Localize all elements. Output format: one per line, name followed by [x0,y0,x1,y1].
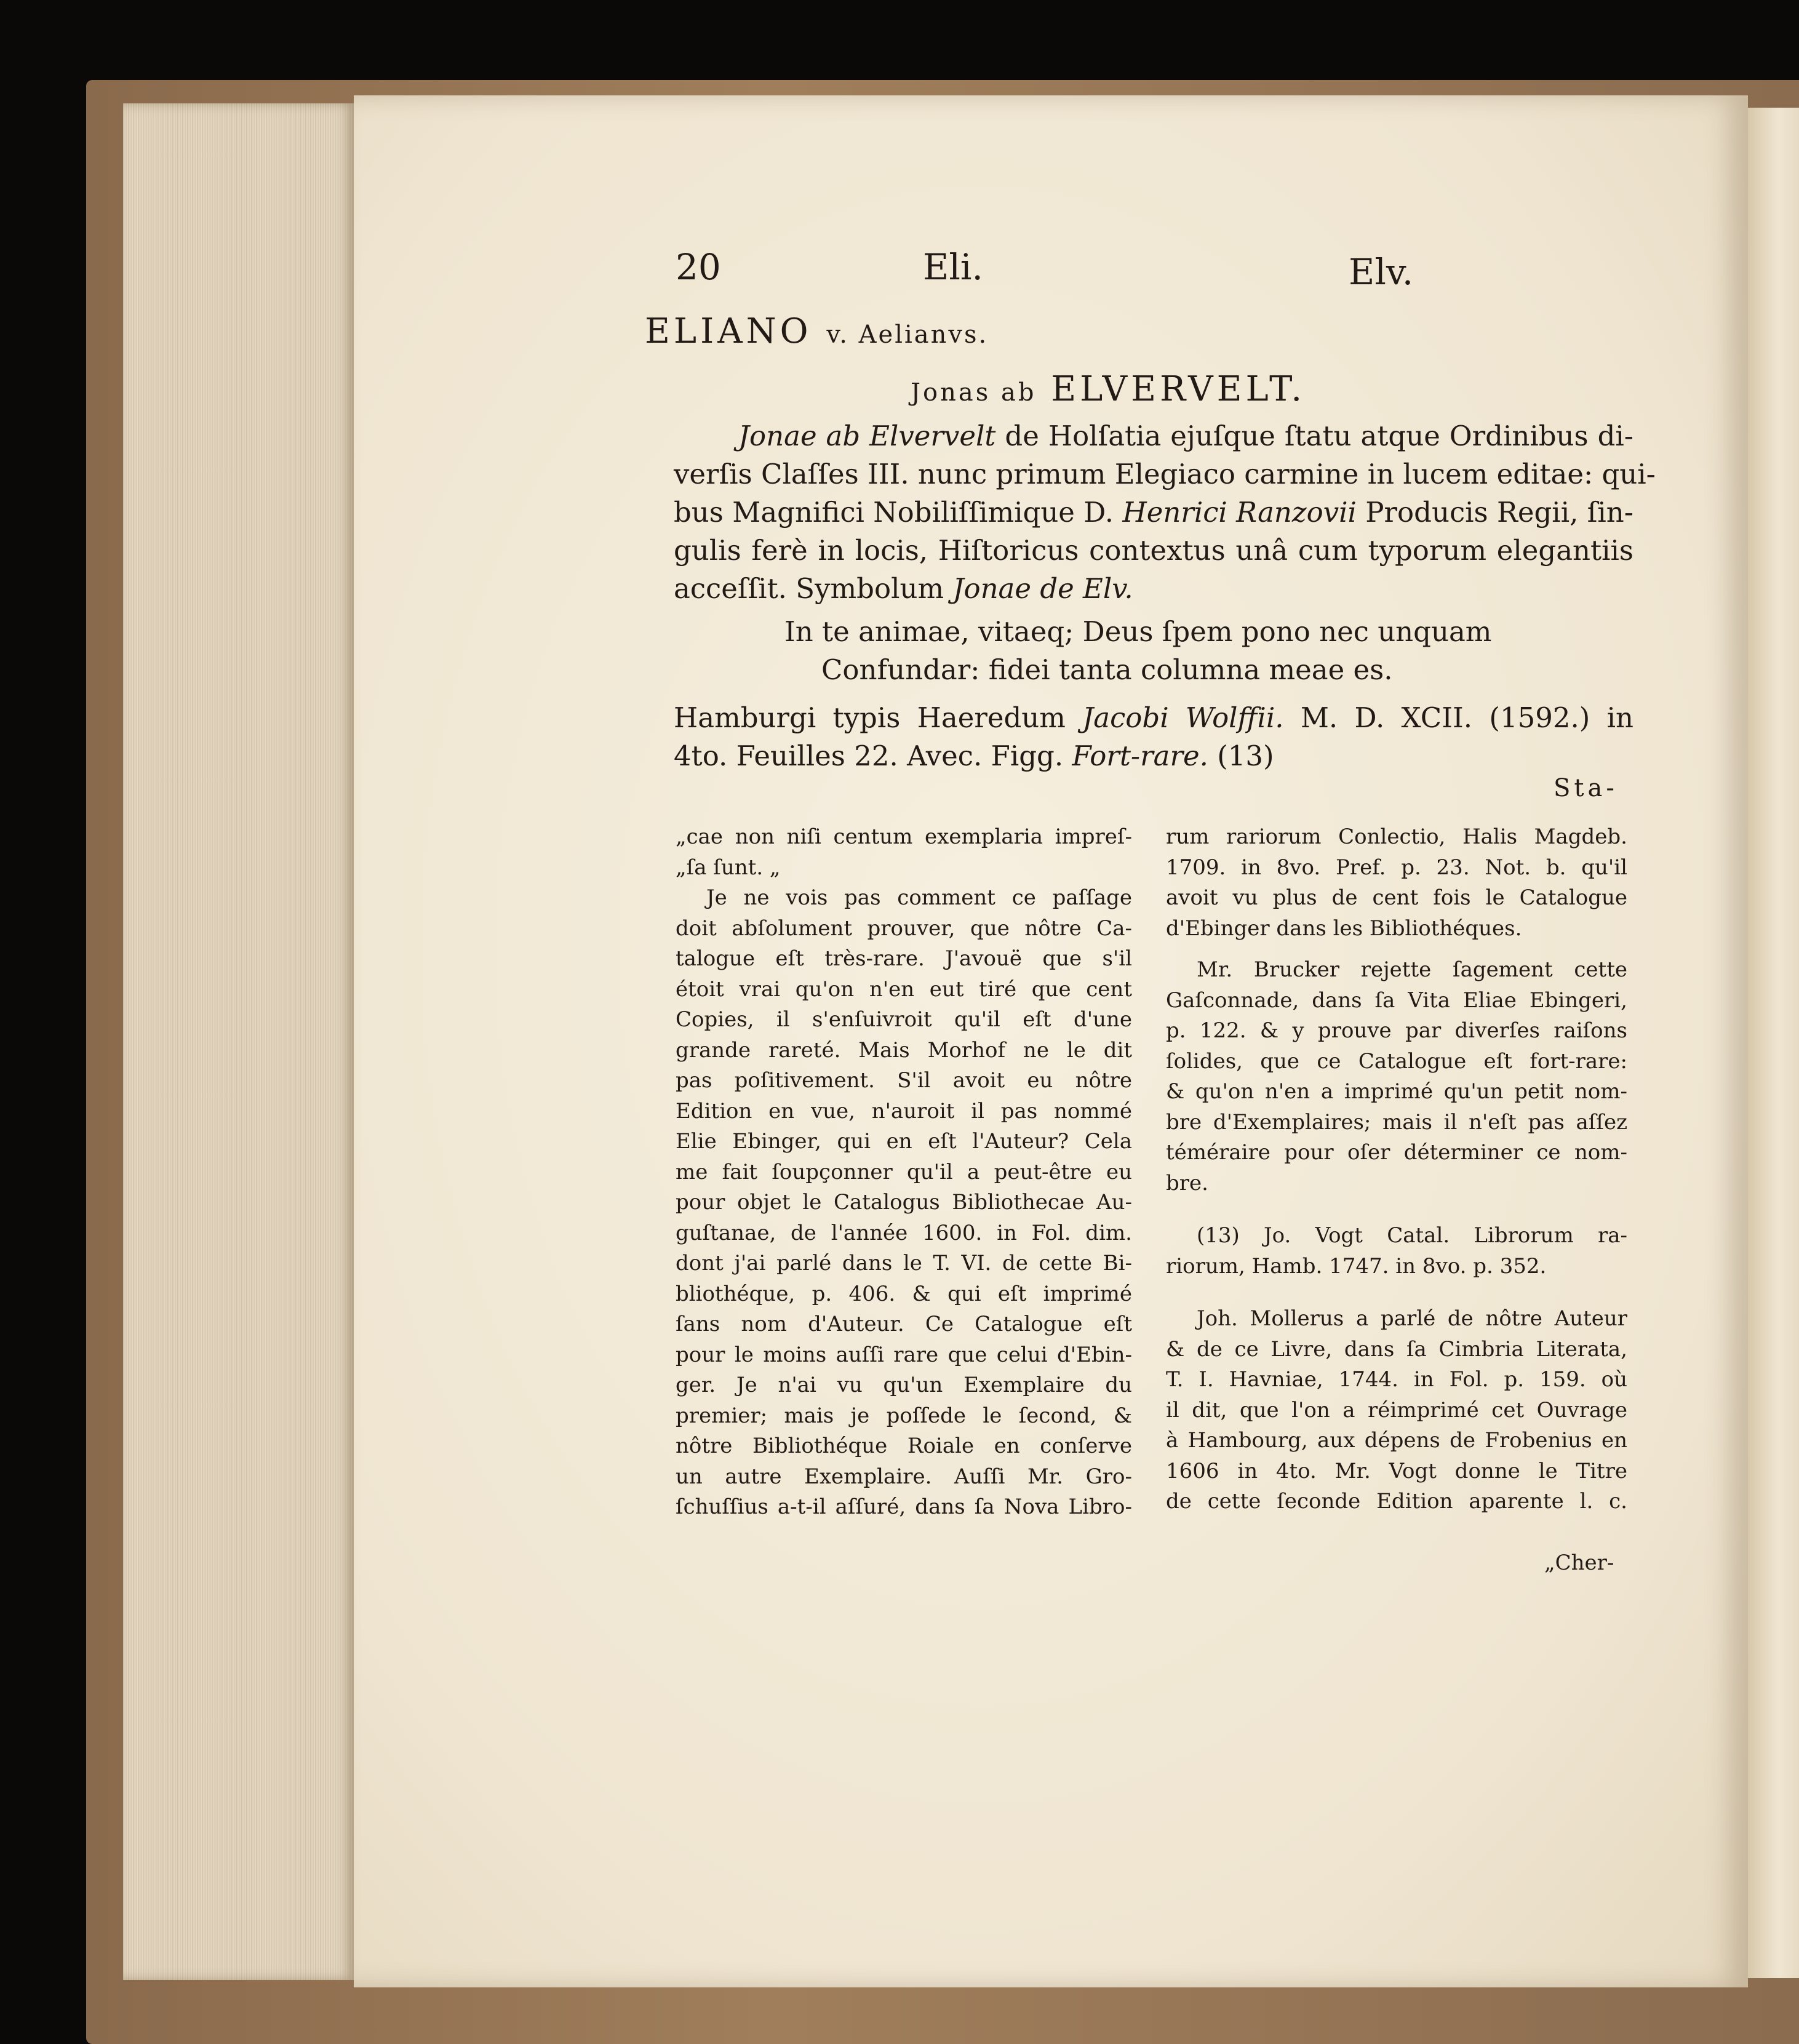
catchword: Sta- [1554,774,1618,802]
header-right-word: Elv. [1349,251,1414,293]
facing-page-edge [1748,108,1799,1978]
book-title-paragraph: Jonae ab Elvervelt de Holſatia ejuſque ſtatu atque Ordinibus di- verſis Claſſes III. nunc primum Elegiaco carmine in lucem editae: qui- bus Magnifici Nobiliſſimique D. Henrici Ranzovii Producis Regii, ſin- gulis ferè in locis, Hiſtoricus contextus unâ cum typorum elegantiis acceſſit. Symbolum Jonae de Elv. [674,420,1656,605]
cross-reference: v. Aelianvs. [826,321,989,349]
entry-title-eliano: ELIANO v. Aelianvs. [645,311,989,351]
page-number: 20 [676,246,721,288]
right-column: rum rariorum Conlectio, Halis Magdeb. 1709. in 8vo. Pref. p. 23. Not. b. qu'il avoit vu plus de cent fois le Catalogue d'Ebinger dans les Bibliothéques. Mr. Brucker rejette ſagement cette Gaſconnade, dans ſa Vita Eliae Ebingeri, p. 122. & y prouve par diverſes raiſons ſolides, que ce Catalogue eſt fort-rare: & qu'on n'en a imprimé qu'un petit nom- bre d'Exemplaires; mais il n'eſt pas aſſez téméraire pour oſer déterminer ce nom- bre. (13) Jo. Vogt Catal. Librorum ra- riorum, Hamb. 1747. in 8vo. p. 352. Joh. Mollerus a parlé de nôtre Auteur & de ce Livre, dans ſa Cimbria Literata, T. I. Havniae, 1744. in Fol. p. 159. où il dit, que l'on a réimprimé cet Ouvrage à Hambourg, aux dépens de Frobenius en 1606 in 4to. Mr. Vogt donne le Titre de cette ſeconde Edition aparente l. c. [1166,824,1627,1514]
header-left-word: Eli. [923,246,983,288]
page-edges [123,103,354,1980]
left-column: „cae non niſi centum exemplaria impreſ- „ſa ſunt. „ Je ne vois pas comment ce paſſage doit abſolument prouver, que nôtre Ca- talogue eſt très-rare. J'avouë que s'il étoit vrai qu'on n'en eut tiré que cent Copies, il s'enſuivroit qu'il eſt d'une grande rareté. Mais Morhof ne le dit pas poſitivement. S'il avoit eu nôtre Edition en vue, n'auroit il pas nommé Elie Ebinger, qui en eſt l'Auteur? Cela me fait ſoupçonner qu'il a peut-être eu pour objet le Catalogus Bibliothecae Au- guſtanae, de l'année 1600. in Fol. dim. dont j'ai parlé dans le T. VI. de cette Bi- bliothéque, p. 406. & qui eſt imprimé ſans nom d'Auteur. Ce Catalogue eſt pour le moins auſſi rare que celui d'Ebin- ger. Je n'ai vu qu'un Exemplaire du premier; mais je poſſede le ſecond, & nôtre Bibliothéque Roiale en conſerve un autre Exemplaire. Auſſi Mr. Gro- ſchuſſius a-t-il aſſuré, dans ſa Nova Libro- [676,824,1132,1519]
entry-title-elvervelt: Jonas ab ELVERVELT. [911,369,1306,409]
motto-verse: In te animae, vitaeq; Deus ſpem pono nec unquam Confundar: fidei tanta columna meae es. [784,615,1492,686]
catchword-bottom: „Cher- [1544,1551,1614,1575]
imprint: Hamburgi typis Haeredum Jacobi Wolffii. M. D. XCII. (1592.) in 4to. Feuilles 22. Avec. Figg. Fort-rare. (13) [674,701,1633,772]
